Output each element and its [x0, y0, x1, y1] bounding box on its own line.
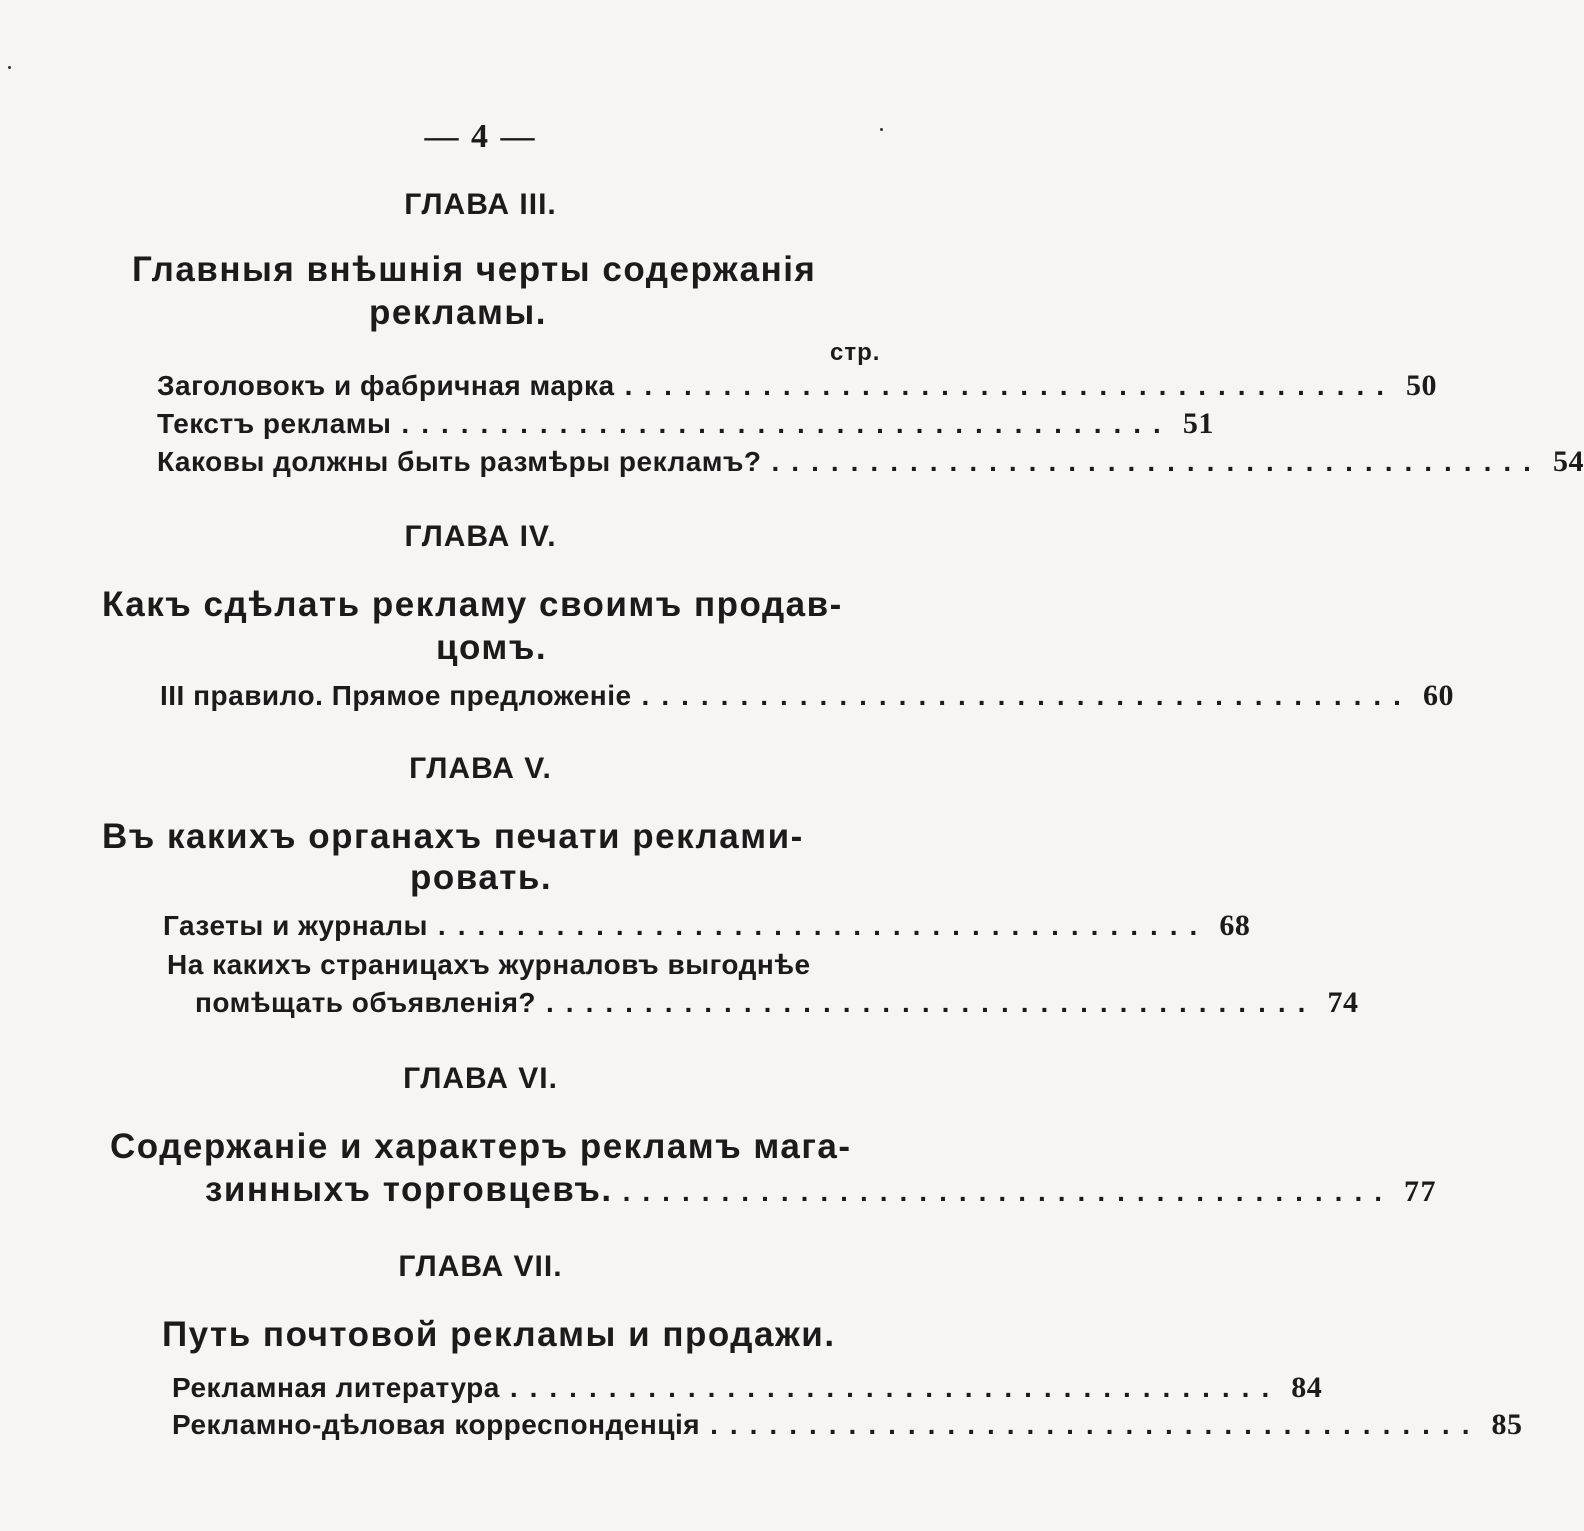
toc-entry-text: Газеты и журналы [163, 910, 428, 941]
toc-entry-text-line [167, 947, 847, 983]
chapter-title-line: Главныя внѣшнія черты содержанія [132, 250, 817, 289]
leader-dots: ....................................... [641, 680, 1413, 711]
toc-entry-text: Рекламная литература [172, 1372, 500, 1403]
chapter-title-line: Какъ сдѣлать рекламу своимъ продав- [102, 585, 843, 624]
toc-page-number: 51 [1182, 407, 1214, 440]
toc-entry [205, 1168, 1438, 1214]
toc-page-number: 68 [1219, 909, 1251, 942]
leader-dots: ....................................... [771, 446, 1543, 477]
toc-page-number: 50 [1406, 369, 1438, 402]
toc-entry [195, 985, 1359, 1021]
toc-entry-text: Текстъ рекламы [157, 408, 392, 439]
toc-entry [160, 678, 1454, 714]
chapter-label: ГЛАВА III. [404, 188, 557, 221]
leader-dots: ....................................... [401, 408, 1173, 439]
toc-page-number: 74 [1327, 986, 1359, 1019]
toc-entry [172, 1407, 1523, 1443]
ink-speck [8, 66, 11, 69]
toc-entry [157, 368, 1438, 404]
chapter-label: ГЛАВА VI. [403, 1062, 558, 1095]
page-number: — 4 — [424, 118, 537, 155]
toc-page-number: 77 [1404, 1175, 1438, 1208]
toc-entry-text: Рекламно-дѣловая корреспонденція [172, 1409, 701, 1440]
chapter-label: ГЛАВА IV. [404, 520, 557, 553]
toc-entry-text: помѣщать объявленія? [195, 987, 537, 1018]
leader-dots: ....................................... [437, 910, 1210, 941]
leader-dots: ....................................... [546, 987, 1318, 1018]
chapter-title-line: цомъ. [436, 628, 548, 667]
chapter-title-line: ровать. [410, 858, 553, 897]
chapter-title-line: Содержаніе и характеръ рекламъ мага- [110, 1127, 852, 1166]
toc-entry-text: III правило. Прямое предложеніе [160, 680, 632, 711]
toc-entry [163, 908, 1251, 944]
leader-dots: ....................................... [509, 1372, 1282, 1403]
toc-page-number: 60 [1422, 679, 1454, 712]
chapter-label: ГЛАВА V. [409, 752, 552, 785]
chapter-title-line: Въ какихъ органахъ печати реклами- [102, 817, 804, 856]
toc-entry [157, 444, 1584, 480]
toc-entry [172, 1370, 1323, 1406]
toc-entry [157, 406, 1214, 442]
toc-entry-text: На какихъ страницахъ журналовъ выгоднѣе [167, 949, 811, 980]
chapter-title-line: Путь почтовой рекламы и продажи. [162, 1315, 836, 1354]
chapter-label: ГЛАВА VII. [398, 1250, 563, 1283]
toc-entry-text: Заголовокъ и фабричная марка [157, 370, 615, 401]
toc-page-number: 54 [1552, 445, 1584, 478]
leader-dots: ....................................... [622, 1176, 1395, 1207]
leader-dots: ....................................... [710, 1409, 1482, 1440]
toc-entry-text: Каковы должны быть размѣры рекламъ? [157, 446, 762, 477]
toc-page-number: 85 [1491, 1408, 1523, 1441]
chapter-title-line: зинныхъ торговцевъ. [205, 1170, 613, 1209]
chapter-title-line: рекламы. [369, 293, 547, 332]
toc-page-number: 84 [1291, 1371, 1323, 1404]
leader-dots: ....................................... [624, 370, 1397, 401]
page-column-header: стр. [830, 339, 881, 366]
